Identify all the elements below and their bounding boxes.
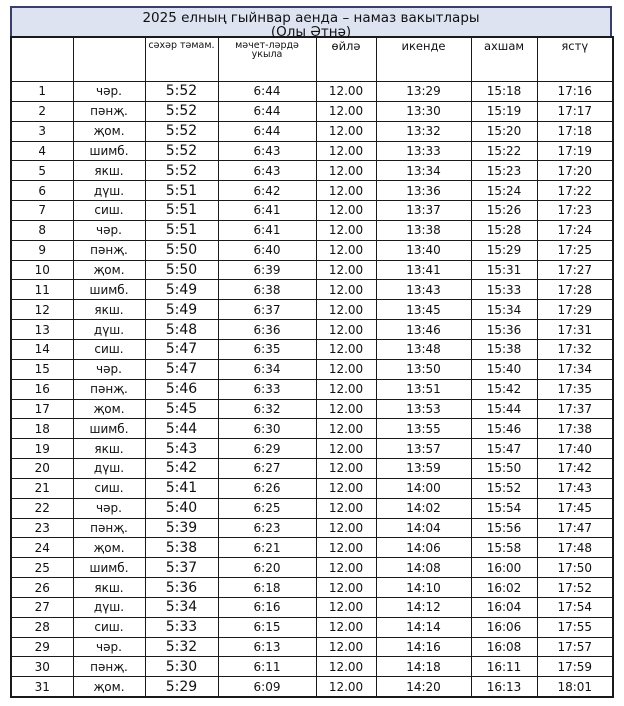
table-row xyxy=(11,181,613,201)
cell-akhsham: 15:24 xyxy=(471,181,537,201)
cell-yastu: 17:38 xyxy=(537,419,613,439)
table-row xyxy=(11,260,613,280)
cell-sahar: 5:49 xyxy=(145,280,218,300)
cell-day-number: 24 xyxy=(11,538,73,558)
table-row xyxy=(11,459,613,479)
cell-mosque: 6:09 xyxy=(218,677,316,697)
title-line-2: (Олы Әтнә) xyxy=(270,24,352,40)
cell-akhsham: 16:06 xyxy=(471,617,537,637)
cell-akhsham: 16:08 xyxy=(471,637,537,657)
cell-akhsham: 15:29 xyxy=(471,240,537,260)
cell-oila: 12.00 xyxy=(316,399,376,419)
table-row xyxy=(11,597,613,617)
cell-ikende: 13:46 xyxy=(376,320,471,340)
cell-weekday: якш. xyxy=(73,300,145,320)
cell-oila: 12.00 xyxy=(316,617,376,637)
cell-weekday: сиш. xyxy=(73,201,145,221)
cell-ikende: 13:36 xyxy=(376,181,471,201)
cell-yastu: 17:52 xyxy=(537,578,613,598)
cell-yastu: 17:50 xyxy=(537,558,613,578)
cell-day-number: 28 xyxy=(11,617,73,637)
cell-akhsham: 15:34 xyxy=(471,300,537,320)
header-sahar: сәхәр тәмам. xyxy=(145,37,218,82)
cell-ikende: 13:29 xyxy=(376,82,471,102)
cell-day-number: 8 xyxy=(11,220,73,240)
cell-yastu: 17:43 xyxy=(537,478,613,498)
cell-ikende: 14:10 xyxy=(376,578,471,598)
cell-mosque: 6:16 xyxy=(218,597,316,617)
cell-day-number: 6 xyxy=(11,181,73,201)
cell-akhsham: 15:19 xyxy=(471,101,537,121)
cell-weekday: пәнҗ. xyxy=(73,101,145,121)
cell-yastu: 18:01 xyxy=(537,677,613,697)
cell-ikende: 13:50 xyxy=(376,359,471,379)
cell-oila: 12.00 xyxy=(316,439,376,459)
cell-mosque: 6:43 xyxy=(218,141,316,161)
header-yastu: ястү xyxy=(537,37,613,82)
cell-mosque: 6:41 xyxy=(218,201,316,221)
cell-day-number: 26 xyxy=(11,578,73,598)
cell-ikende: 14:16 xyxy=(376,637,471,657)
cell-ikende: 13:51 xyxy=(376,379,471,399)
cell-ikende: 13:55 xyxy=(376,419,471,439)
cell-ikende: 13:45 xyxy=(376,300,471,320)
cell-yastu: 17:57 xyxy=(537,637,613,657)
cell-mosque: 6:29 xyxy=(218,439,316,459)
cell-weekday: якш. xyxy=(73,578,145,598)
table-row xyxy=(11,101,613,121)
cell-day-number: 19 xyxy=(11,439,73,459)
cell-weekday: сиш. xyxy=(73,339,145,359)
table-row xyxy=(11,637,613,657)
cell-oila: 12.00 xyxy=(316,201,376,221)
cell-weekday: сиш. xyxy=(73,478,145,498)
cell-mosque: 6:13 xyxy=(218,637,316,657)
cell-yastu: 17:45 xyxy=(537,498,613,518)
cell-yastu: 17:42 xyxy=(537,459,613,479)
cell-mosque: 6:20 xyxy=(218,558,316,578)
cell-mosque: 6:33 xyxy=(218,379,316,399)
cell-weekday: дүш. xyxy=(73,320,145,340)
cell-sahar: 5:41 xyxy=(145,478,218,498)
cell-mosque: 6:11 xyxy=(218,657,316,677)
cell-sahar: 5:36 xyxy=(145,578,218,598)
cell-akhsham: 15:33 xyxy=(471,280,537,300)
cell-akhsham: 15:56 xyxy=(471,518,537,538)
cell-yastu: 17:16 xyxy=(537,82,613,102)
table-row xyxy=(11,578,613,598)
cell-mosque: 6:39 xyxy=(218,260,316,280)
cell-ikende: 13:37 xyxy=(376,201,471,221)
cell-sahar: 5:48 xyxy=(145,320,218,340)
cell-sahar: 5:34 xyxy=(145,597,218,617)
cell-yastu: 17:18 xyxy=(537,121,613,141)
cell-sahar: 5:43 xyxy=(145,439,218,459)
cell-yastu: 17:47 xyxy=(537,518,613,538)
cell-oila: 12.00 xyxy=(316,478,376,498)
cell-ikende: 13:48 xyxy=(376,339,471,359)
header-row xyxy=(11,37,613,82)
cell-akhsham: 15:18 xyxy=(471,82,537,102)
cell-weekday: пәнҗ. xyxy=(73,518,145,538)
cell-yastu: 17:25 xyxy=(537,240,613,260)
cell-sahar: 5:51 xyxy=(145,220,218,240)
cell-mosque: 6:35 xyxy=(218,339,316,359)
cell-day-number: 15 xyxy=(11,359,73,379)
cell-weekday: пәнҗ. xyxy=(73,657,145,677)
cell-day-number: 12 xyxy=(11,300,73,320)
cell-yastu: 17:55 xyxy=(537,617,613,637)
cell-akhsham: 15:40 xyxy=(471,359,537,379)
cell-weekday: дүш. xyxy=(73,597,145,617)
cell-sahar: 5:52 xyxy=(145,82,218,102)
cell-ikende: 13:30 xyxy=(376,101,471,121)
cell-weekday: чәр. xyxy=(73,220,145,240)
cell-sahar: 5:29 xyxy=(145,677,218,697)
cell-mosque: 6:43 xyxy=(218,161,316,181)
cell-akhsham: 16:00 xyxy=(471,558,537,578)
header-num xyxy=(11,37,73,82)
cell-day-number: 10 xyxy=(11,260,73,280)
table-row xyxy=(11,379,613,399)
table-row xyxy=(11,399,613,419)
cell-yastu: 17:27 xyxy=(537,260,613,280)
cell-oila: 12.00 xyxy=(316,260,376,280)
cell-mosque: 6:18 xyxy=(218,578,316,598)
table-row xyxy=(11,141,613,161)
cell-yastu: 17:37 xyxy=(537,399,613,419)
cell-oila: 12.00 xyxy=(316,339,376,359)
cell-yastu: 17:17 xyxy=(537,101,613,121)
cell-weekday: җом. xyxy=(73,677,145,697)
table-row xyxy=(11,280,613,300)
table-row xyxy=(11,359,613,379)
table-row xyxy=(11,558,613,578)
cell-akhsham: 15:52 xyxy=(471,478,537,498)
cell-mosque: 6:37 xyxy=(218,300,316,320)
cell-weekday: дүш. xyxy=(73,181,145,201)
cell-oila: 12.00 xyxy=(316,240,376,260)
header-ikende: икенде xyxy=(376,37,471,82)
cell-day-number: 30 xyxy=(11,657,73,677)
table-body xyxy=(11,82,613,698)
cell-weekday: шимб. xyxy=(73,280,145,300)
cell-weekday: шимб. xyxy=(73,419,145,439)
cell-oila: 12.00 xyxy=(316,379,376,399)
cell-oila: 12.00 xyxy=(316,538,376,558)
cell-akhsham: 15:54 xyxy=(471,498,537,518)
cell-sahar: 5:40 xyxy=(145,498,218,518)
cell-day-number: 27 xyxy=(11,597,73,617)
cell-akhsham: 16:13 xyxy=(471,677,537,697)
cell-akhsham: 15:42 xyxy=(471,379,537,399)
cell-oila: 12.00 xyxy=(316,657,376,677)
cell-mosque: 6:26 xyxy=(218,478,316,498)
cell-oila: 12.00 xyxy=(316,161,376,181)
table-row xyxy=(11,82,613,102)
cell-sahar: 5:32 xyxy=(145,637,218,657)
table-row xyxy=(11,220,613,240)
cell-yastu: 17:40 xyxy=(537,439,613,459)
cell-akhsham: 16:02 xyxy=(471,578,537,598)
cell-day-number: 13 xyxy=(11,320,73,340)
table-row xyxy=(11,538,613,558)
cell-sahar: 5:51 xyxy=(145,181,218,201)
cell-weekday: җом. xyxy=(73,399,145,419)
cell-weekday: чәр. xyxy=(73,82,145,102)
cell-day-number: 14 xyxy=(11,339,73,359)
table-row xyxy=(11,419,613,439)
cell-weekday: җом. xyxy=(73,121,145,141)
cell-mosque: 6:27 xyxy=(218,459,316,479)
cell-ikende: 14:20 xyxy=(376,677,471,697)
cell-akhsham: 15:38 xyxy=(471,339,537,359)
cell-oila: 12.00 xyxy=(316,578,376,598)
cell-akhsham: 15:23 xyxy=(471,161,537,181)
cell-oila: 12.00 xyxy=(316,220,376,240)
cell-sahar: 5:42 xyxy=(145,459,218,479)
cell-akhsham: 15:28 xyxy=(471,220,537,240)
cell-oila: 12.00 xyxy=(316,419,376,439)
cell-day-number: 21 xyxy=(11,478,73,498)
cell-weekday: якш. xyxy=(73,161,145,181)
cell-sahar: 5:52 xyxy=(145,101,218,121)
title-line-1: 2025 елның гыйнвар аенда – намаз вакытлары xyxy=(142,10,480,26)
cell-weekday: сиш. xyxy=(73,617,145,637)
cell-ikende: 14:02 xyxy=(376,498,471,518)
cell-day-number: 3 xyxy=(11,121,73,141)
cell-weekday: җом. xyxy=(73,260,145,280)
cell-yastu: 17:23 xyxy=(537,201,613,221)
cell-oila: 12.00 xyxy=(316,677,376,697)
cell-day-number: 4 xyxy=(11,141,73,161)
cell-mosque: 6:25 xyxy=(218,498,316,518)
cell-akhsham: 15:31 xyxy=(471,260,537,280)
cell-sahar: 5:49 xyxy=(145,300,218,320)
cell-ikende: 14:06 xyxy=(376,538,471,558)
table-row xyxy=(11,201,613,221)
cell-oila: 12.00 xyxy=(316,558,376,578)
cell-ikende: 13:32 xyxy=(376,121,471,141)
cell-weekday: пәнҗ. xyxy=(73,240,145,260)
cell-akhsham: 15:20 xyxy=(471,121,537,141)
header-akhsham: ахшам xyxy=(471,37,537,82)
table-row xyxy=(11,617,613,637)
cell-day-number: 29 xyxy=(11,637,73,657)
cell-yastu: 17:32 xyxy=(537,339,613,359)
cell-day-number: 17 xyxy=(11,399,73,419)
table-row xyxy=(11,320,613,340)
cell-sahar: 5:52 xyxy=(145,121,218,141)
cell-oila: 12.00 xyxy=(316,181,376,201)
cell-yastu: 17:35 xyxy=(537,379,613,399)
cell-oila: 12.00 xyxy=(316,359,376,379)
cell-oila: 12.00 xyxy=(316,459,376,479)
cell-ikende: 13:57 xyxy=(376,439,471,459)
cell-weekday: якш. xyxy=(73,439,145,459)
cell-mosque: 6:15 xyxy=(218,617,316,637)
cell-mosque: 6:38 xyxy=(218,280,316,300)
cell-sahar: 5:37 xyxy=(145,558,218,578)
cell-mosque: 6:44 xyxy=(218,82,316,102)
cell-day-number: 11 xyxy=(11,280,73,300)
table-row xyxy=(11,339,613,359)
cell-sahar: 5:52 xyxy=(145,141,218,161)
table-row xyxy=(11,518,613,538)
cell-yastu: 17:48 xyxy=(537,538,613,558)
cell-ikende: 13:53 xyxy=(376,399,471,419)
cell-yastu: 17:59 xyxy=(537,657,613,677)
cell-day-number: 20 xyxy=(11,459,73,479)
header-mosque: мәчет-ләрдә укыла xyxy=(218,37,316,82)
cell-akhsham: 15:26 xyxy=(471,201,537,221)
table-row xyxy=(11,657,613,677)
cell-yastu: 17:24 xyxy=(537,220,613,240)
cell-ikende: 13:43 xyxy=(376,280,471,300)
cell-ikende: 14:04 xyxy=(376,518,471,538)
cell-day-number: 5 xyxy=(11,161,73,181)
cell-day-number: 7 xyxy=(11,201,73,221)
cell-oila: 12.00 xyxy=(316,82,376,102)
cell-oila: 12.00 xyxy=(316,300,376,320)
cell-day-number: 18 xyxy=(11,419,73,439)
cell-oila: 12.00 xyxy=(316,637,376,657)
cell-oila: 12.00 xyxy=(316,518,376,538)
cell-akhsham: 15:47 xyxy=(471,439,537,459)
cell-sahar: 5:39 xyxy=(145,518,218,538)
cell-oila: 12.00 xyxy=(316,101,376,121)
cell-ikende: 14:12 xyxy=(376,597,471,617)
table-row xyxy=(11,121,613,141)
cell-sahar: 5:47 xyxy=(145,339,218,359)
cell-ikende: 13:40 xyxy=(376,240,471,260)
cell-weekday: дүш. xyxy=(73,459,145,479)
cell-akhsham: 15:36 xyxy=(471,320,537,340)
cell-akhsham: 15:50 xyxy=(471,459,537,479)
header-day xyxy=(73,37,145,82)
cell-sahar: 5:30 xyxy=(145,657,218,677)
cell-day-number: 2 xyxy=(11,101,73,121)
cell-oila: 12.00 xyxy=(316,498,376,518)
cell-mosque: 6:41 xyxy=(218,220,316,240)
cell-mosque: 6:44 xyxy=(218,101,316,121)
cell-sahar: 5:33 xyxy=(145,617,218,637)
table-row xyxy=(11,439,613,459)
cell-sahar: 5:46 xyxy=(145,379,218,399)
cell-day-number: 22 xyxy=(11,498,73,518)
cell-mosque: 6:44 xyxy=(218,121,316,141)
cell-yastu: 17:31 xyxy=(537,320,613,340)
cell-mosque: 6:21 xyxy=(218,538,316,558)
table-row xyxy=(11,677,613,697)
cell-day-number: 16 xyxy=(11,379,73,399)
cell-day-number: 9 xyxy=(11,240,73,260)
cell-ikende: 14:08 xyxy=(376,558,471,578)
cell-weekday: чәр. xyxy=(73,359,145,379)
table-row xyxy=(11,478,613,498)
cell-mosque: 6:42 xyxy=(218,181,316,201)
cell-mosque: 6:30 xyxy=(218,419,316,439)
cell-weekday: чәр. xyxy=(73,637,145,657)
cell-yastu: 17:54 xyxy=(537,597,613,617)
cell-akhsham: 16:11 xyxy=(471,657,537,677)
table-row xyxy=(11,161,613,181)
cell-sahar: 5:47 xyxy=(145,359,218,379)
cell-akhsham: 16:04 xyxy=(471,597,537,617)
cell-ikende: 13:34 xyxy=(376,161,471,181)
cell-ikende: 14:00 xyxy=(376,478,471,498)
cell-weekday: шимб. xyxy=(73,141,145,161)
cell-ikende: 14:14 xyxy=(376,617,471,637)
cell-mosque: 6:32 xyxy=(218,399,316,419)
cell-day-number: 1 xyxy=(11,82,73,102)
cell-sahar: 5:52 xyxy=(145,161,218,181)
prayer-times-sheet xyxy=(10,6,612,698)
cell-sahar: 5:38 xyxy=(145,538,218,558)
cell-day-number: 23 xyxy=(11,518,73,538)
cell-akhsham: 15:46 xyxy=(471,419,537,439)
cell-ikende: 13:59 xyxy=(376,459,471,479)
cell-oila: 12.00 xyxy=(316,320,376,340)
table-row xyxy=(11,300,613,320)
cell-oila: 12.00 xyxy=(316,141,376,161)
cell-yastu: 17:29 xyxy=(537,300,613,320)
cell-ikende: 13:33 xyxy=(376,141,471,161)
cell-weekday: чәр. xyxy=(73,498,145,518)
cell-mosque: 6:36 xyxy=(218,320,316,340)
cell-ikende: 14:18 xyxy=(376,657,471,677)
cell-oila: 12.00 xyxy=(316,280,376,300)
prayer-times-table xyxy=(10,36,614,698)
header-oila: өйлә xyxy=(316,37,376,82)
cell-sahar: 5:45 xyxy=(145,399,218,419)
cell-yastu: 17:20 xyxy=(537,161,613,181)
cell-day-number: 31 xyxy=(11,677,73,697)
cell-weekday: шимб. xyxy=(73,558,145,578)
table-row xyxy=(11,240,613,260)
cell-yastu: 17:28 xyxy=(537,280,613,300)
cell-sahar: 5:50 xyxy=(145,260,218,280)
cell-weekday: җом. xyxy=(73,538,145,558)
cell-oila: 12.00 xyxy=(316,121,376,141)
cell-akhsham: 15:44 xyxy=(471,399,537,419)
cell-akhsham: 15:58 xyxy=(471,538,537,558)
cell-ikende: 13:38 xyxy=(376,220,471,240)
cell-yastu: 17:19 xyxy=(537,141,613,161)
cell-akhsham: 15:22 xyxy=(471,141,537,161)
cell-mosque: 6:34 xyxy=(218,359,316,379)
table-title xyxy=(10,6,612,40)
cell-sahar: 5:50 xyxy=(145,240,218,260)
cell-mosque: 6:40 xyxy=(218,240,316,260)
table-row xyxy=(11,498,613,518)
cell-ikende: 13:41 xyxy=(376,260,471,280)
cell-yastu: 17:34 xyxy=(537,359,613,379)
cell-mosque: 6:23 xyxy=(218,518,316,538)
cell-sahar: 5:44 xyxy=(145,419,218,439)
cell-yastu: 17:22 xyxy=(537,181,613,201)
cell-sahar: 5:51 xyxy=(145,201,218,221)
cell-weekday: пәнҗ. xyxy=(73,379,145,399)
cell-day-number: 25 xyxy=(11,558,73,578)
cell-oila: 12.00 xyxy=(316,597,376,617)
